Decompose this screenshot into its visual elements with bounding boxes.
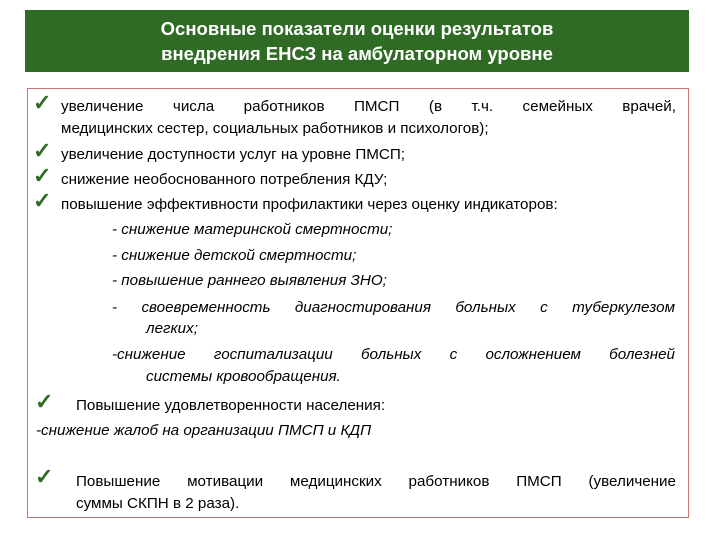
- sub-item-tb-line-2: легких;: [146, 320, 198, 337]
- checkmark-icon: ✓: [35, 464, 54, 489]
- slide-title-line-1: Основные показатели оценки результатов: [160, 18, 554, 39]
- checkmark-icon: ✓: [33, 138, 52, 163]
- sub-item-maternal: - снижение материнской смертности;: [112, 221, 393, 238]
- bullet-4: повышение эффективности профилактики через оценку индикаторов:: [61, 196, 558, 213]
- sub-item-tb-line-1: - своевременность диагностирования больных с туберкулезом: [112, 299, 675, 316]
- checkmark-icon: ✓: [33, 90, 52, 115]
- bullet-5-sub: -снижение жалоб на организации ПМСП и КДП: [36, 422, 372, 439]
- checkmark-icon: ✓: [33, 188, 52, 213]
- bullet-1-line-2: медицинских сестер, социальных работников и психологов);: [61, 120, 489, 137]
- slide-title-line-2: внедрения ЕНСЗ на амбулаторном уровне: [161, 43, 553, 64]
- sub-item-zno: - повышение раннего выявления ЗНО;: [112, 272, 387, 289]
- bullet-6-line-2: суммы СКПН в 2 раза).: [76, 495, 240, 512]
- checkmark-icon: ✓: [35, 389, 54, 414]
- bullet-2: увеличение доступности услуг на уровне ПМСП;: [61, 146, 406, 163]
- checkmark-icon: ✓: [33, 163, 52, 188]
- slide-title: [25, 10, 689, 72]
- sub-item-child: - снижение детской смертности;: [112, 247, 357, 264]
- bullet-6-line-1: Повышение мотивации медицинских работников ПМСП (увеличение: [76, 473, 676, 490]
- sub-item-hosp-line-1: -снижение госпитализации больных с осложнением болезней: [112, 346, 675, 363]
- bullet-1-line-1: увеличение числа работников ПМСП (в т.ч. семейных врачей,: [61, 98, 676, 115]
- sub-item-hosp-line-2: системы кровообращения.: [146, 368, 341, 385]
- bullet-5: Повышение удовлетворенности населения:: [76, 397, 386, 414]
- bullet-3: снижение необоснованного потребления КДУ;: [61, 171, 388, 188]
